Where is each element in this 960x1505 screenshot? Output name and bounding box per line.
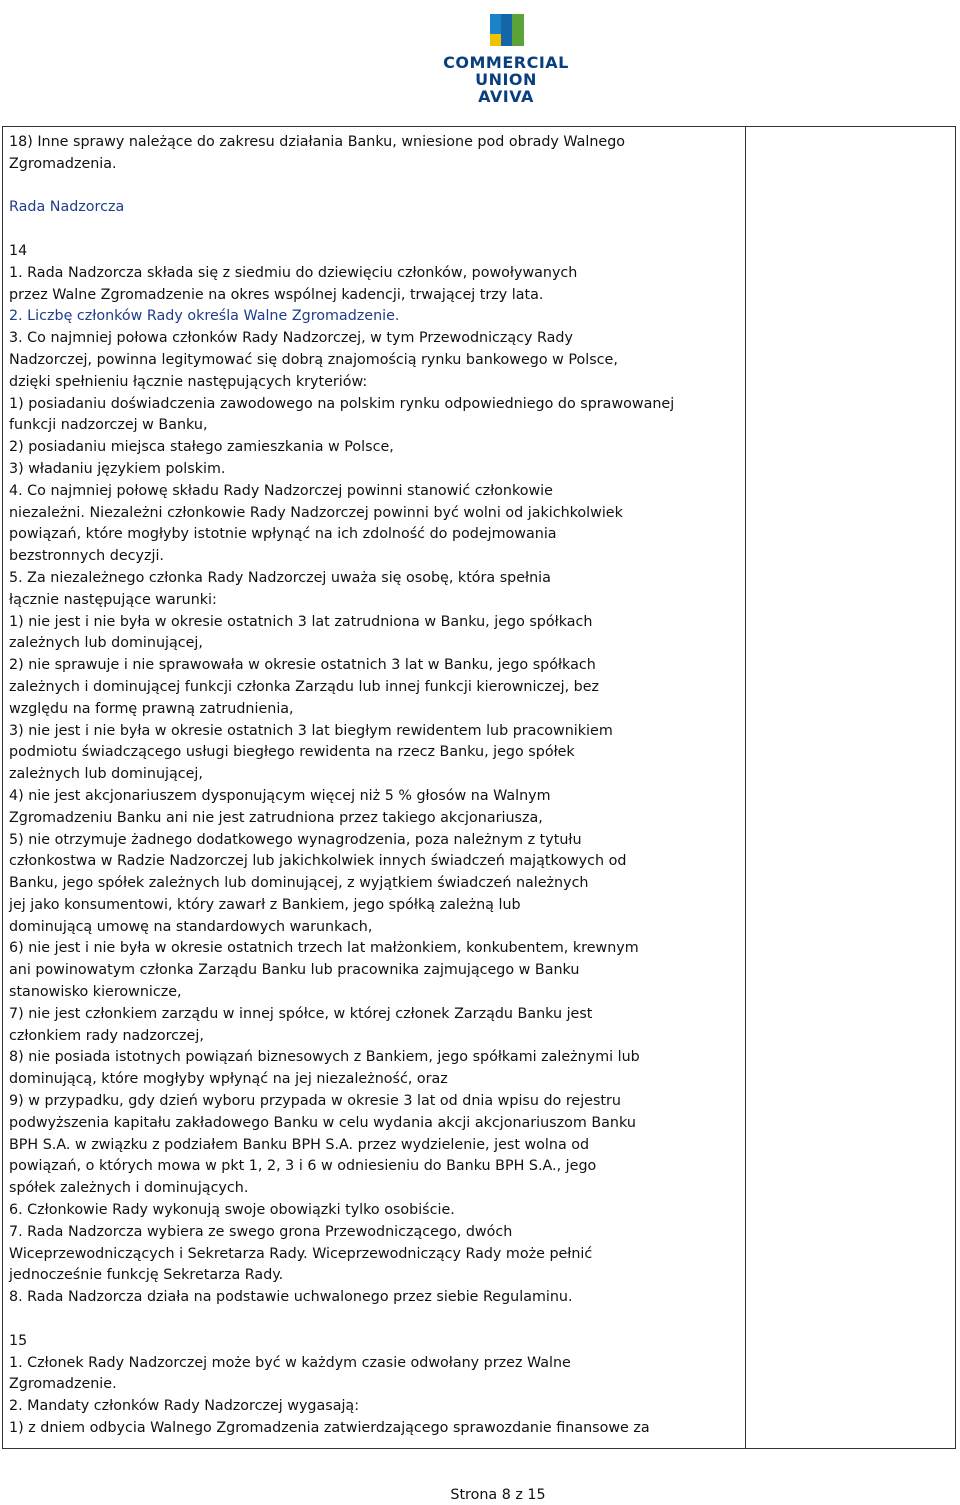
text-line: Wiceprzewodniczących i Sekretarza Rady. Wiceprzewodniczący Rady może pełnić	[9, 1245, 593, 1262]
text-line: 7) nie jest członkiem zarządu w innej spółce, w której członek Zarządu Banku jest	[9, 1005, 593, 1022]
text-line: przez Walne Zgromadzenie na okres wspólnej kadencji, trwającej trzy lata.	[9, 286, 544, 303]
text-line: 4. Co najmniej połowę składu Rady Nadzorczej powinni stanowić członkowie	[9, 482, 553, 499]
text-line: jednocześnie funkcję Sekretarza Rady.	[9, 1267, 284, 1284]
text-line: 5. Za niezależnego członka Rady Nadzorczej uważa się osobę, która spełnia	[9, 569, 551, 586]
text-line: 1) posiadaniu doświadczenia zawodowego na polskim rynku odpowiedniego do sprawowanej	[9, 395, 675, 412]
text-line: 6) nie jest i nie była w okresie ostatnich trzech lat małżonkiem, konkubentem, krewnym	[9, 940, 639, 957]
text-line: 3) nie jest i nie była w okresie ostatnich 3 lat biegłym rewidentem lub pracownikiem	[9, 722, 613, 739]
text-line: 5) nie otrzymuje żadnego dodatkowego wynagrodzenia, poza należnym z tytułu	[9, 831, 582, 848]
text-line: 1) nie jest i nie była w okresie ostatnich 3 lat zatrudniona w Banku, jego spółkach	[9, 613, 593, 630]
text-line: 18) Inne sprawy należące do zakresu działania Banku, wniesione pod obrady Walnego	[9, 134, 626, 150]
text-line: niezależni. Niezależni członkowie Rady Nadzorczej powinni być wolni od jakichkolwiek	[9, 504, 623, 521]
page-number: Strona 8 z 15	[450, 1487, 546, 1503]
text-line: 3. Co najmniej połowa członków Rady Nadzorczej, w tym Przewodniczący Rady	[9, 330, 573, 347]
text-line: członkostwa w Radzie Nadzorczej lub jakichkolwiek innych świadczeń majątkowych od	[9, 853, 627, 870]
text-line: łącznie następujące warunki:	[9, 591, 217, 608]
text-line: Rada Nadzorcza	[9, 199, 125, 216]
text-line: 6. Członkowie Rady wykonują swoje obowiązki tylko osobiście.	[9, 1202, 455, 1219]
text-line: podwyższenia kapitału zakładowego Banku w celu wydania akcji akcjonariuszom Banku	[9, 1114, 636, 1131]
text-line: członkiem rady nadzorczej,	[9, 1027, 204, 1044]
logo-text-line2: UNION	[475, 70, 537, 89]
text-line: 14	[9, 242, 28, 259]
text-line: dzięki spełnieniu łącznie następujących kryteriów:	[9, 373, 368, 390]
text-line: Zgromadzeniu Banku ani nie jest zatrudniona przez takiego akcjonariusza,	[9, 809, 543, 826]
logo-flag-icon	[490, 14, 524, 46]
column-divider	[745, 127, 746, 1448]
commercial-union-aviva-logo	[431, 0, 581, 118]
blank-line	[9, 176, 741, 198]
text-line: jej jako konsumentowi, który zawarł z Bankiem, jego spółką zależną lub	[9, 896, 521, 913]
text-line: powiązań, które mogłyby istotnie wpłynąć na ich zdolność do podejmowania	[9, 526, 557, 543]
text-line: BPH S.A. w związku z podziałem Banku BPH S.A. przez wydzielenie, jest wolna od	[9, 1136, 590, 1153]
text-line: podmiotu świadczącego usługi biegłego rewidenta na rzecz Banku, jego spółek	[9, 744, 575, 761]
text-line: 1. Członek Rady Nadzorczej może być w każdym czasie odwołany przez Walne	[9, 1354, 571, 1371]
text-line: ani powinowatym członka Zarządu Banku lub pracownika zajmującego w Banku	[9, 962, 580, 979]
text-line: spółek zależnych i dominujących.	[9, 1180, 249, 1197]
text-line: 4) nie jest akcjonariuszem dysponującym więcej niż 5 % głosów na Walnym	[9, 787, 551, 804]
document-table	[2, 126, 956, 1449]
text-line: 7. Rada Nadzorcza wybiera ze swego grona Przewodniczącego, dwóch	[9, 1223, 513, 1240]
blank-line	[9, 219, 741, 241]
text-line: 1. Rada Nadzorcza składa się z siedmiu do dziewięciu członków, powoływanych	[9, 264, 578, 281]
text-line: względu na formę prawną zatrudnienia,	[9, 700, 294, 717]
text-line: bezstronnych decyzji.	[9, 548, 164, 565]
text-line: funkcji nadzorczej w Banku,	[9, 417, 208, 434]
logo-text-line3: AVIVA	[478, 87, 534, 106]
text-line: Nadzorczej, powinna legitymować się dobrą znajomością rynku bankowego w Polsce,	[9, 351, 618, 368]
text-line: 2. Liczbę członków Rady określa Walne Zgromadzenie.	[9, 308, 400, 325]
document-text	[9, 132, 741, 1440]
text-line: 1) z dniem odbycia Walnego Zgromadzenia zatwierdzającego sprawozdanie finansowe za	[9, 1420, 650, 1437]
text-line: 8) nie posiada istotnych powiązań biznesowych z Bankiem, jego spółkami zależnymi lub	[9, 1049, 640, 1066]
text-line: dominującą, które mogłyby wpłynąć na jej niezależność, oraz	[9, 1071, 448, 1088]
text-line: 2) posiadaniu miejsca stałego zamieszkania w Polsce,	[9, 439, 394, 456]
text-line: stanowisko kierownicze,	[9, 984, 182, 1001]
text-line: 3) władaniu językiem polskim.	[9, 460, 226, 477]
text-line: powiązań, o których mowa w pkt 1, 2, 3 i 6 w odniesieniu do Banku BPH S.A., jego	[9, 1158, 597, 1175]
text-line: Zgromadzenia.	[9, 155, 117, 172]
text-line: 15	[9, 1332, 28, 1349]
text-line: Banku, jego spółek zależnych lub dominującej, z wyjątkiem świadczeń należnych	[9, 875, 589, 892]
text-line: 9) w przypadku, gdy dzień wyboru przypada w okresie 3 lat od dnia wpisu do rejestru	[9, 1093, 621, 1110]
text-line: 2) nie sprawuje i nie sprawowała w okresie ostatnich 3 lat w Banku, jego spółkach	[9, 657, 596, 674]
text-line: dominującą umowę na standardowych warunkach,	[9, 918, 373, 935]
text-line: Zgromadzenie.	[9, 1376, 117, 1393]
text-line: zależnych lub dominującej,	[9, 635, 203, 652]
blank-line	[9, 1309, 741, 1331]
text-line: 2. Mandaty członków Rady Nadzorczej wygasają:	[9, 1398, 360, 1415]
text-line: zależnych i dominującej funkcji członka Zarządu lub innej funkcji kierowniczej, bez	[9, 678, 600, 695]
logo-text-line1: COMMERCIAL	[443, 53, 569, 72]
text-line: zależnych lub dominującej,	[9, 766, 203, 783]
text-line: 8. Rada Nadzorcza działa na podstawie uchwalonego przez siebie Regulaminu.	[9, 1289, 573, 1306]
